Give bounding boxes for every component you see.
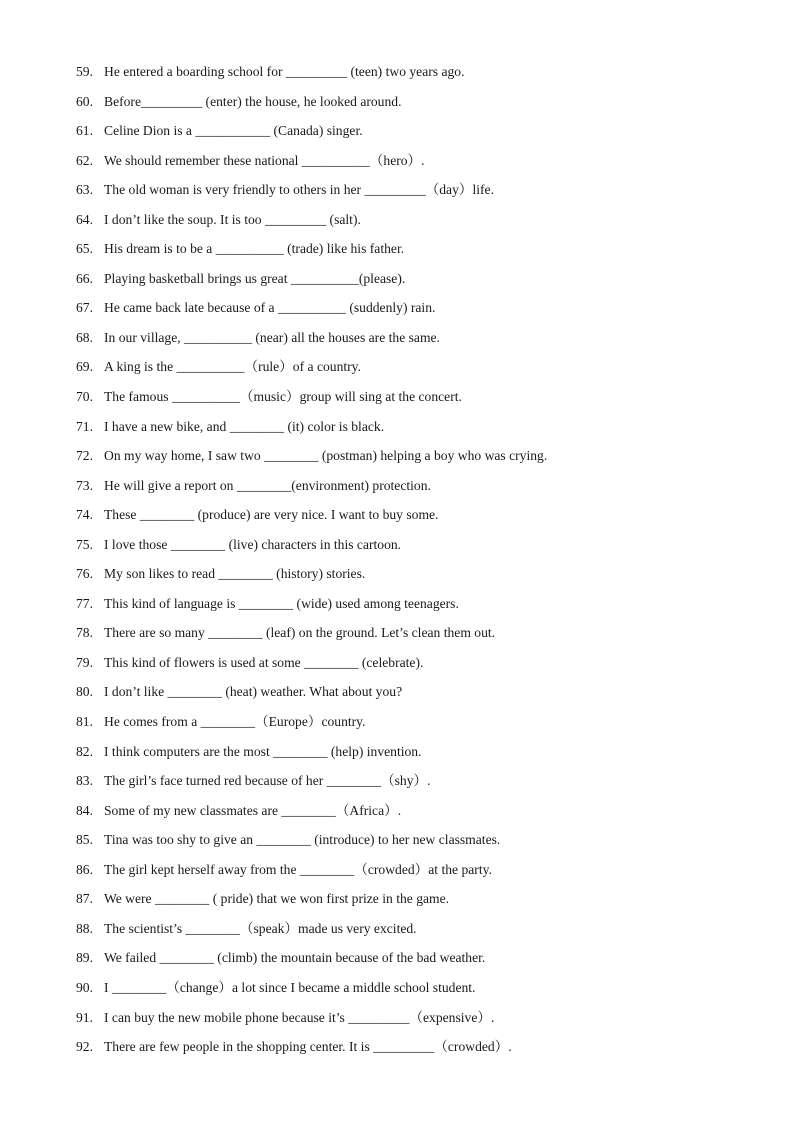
question-text: This kind of flowers is used at some ________ (celebrate). xyxy=(104,654,424,670)
question-item xyxy=(76,475,547,505)
question-number: 83. xyxy=(76,773,93,789)
question-number: 88. xyxy=(76,920,93,936)
question-number: 59. xyxy=(76,64,93,79)
question-number: 62. xyxy=(76,152,93,168)
question-text: There are so many ________ (leaf) on the ground. Let’s clean them out. xyxy=(104,625,496,641)
question-item xyxy=(76,859,547,889)
question-text: On my way home, I saw two ________ (postman) helping a boy who was crying. xyxy=(104,448,548,464)
question-item xyxy=(76,327,547,357)
question-text: We failed ________ (climb) the mountain because of the bad weather. xyxy=(104,950,486,966)
question-item xyxy=(76,386,547,416)
question-item xyxy=(76,977,547,1007)
question-text: Tina was too shy to give an ________ (introduce) to her new classmates. xyxy=(104,832,501,848)
question-item xyxy=(76,622,547,652)
question-item xyxy=(76,120,547,150)
question-text: I can buy the new mobile phone because it’s _________（expensive）. xyxy=(104,1009,495,1025)
question-item xyxy=(76,593,547,623)
question-text: The girl’s face turned red because of her ________（shy）. xyxy=(104,773,431,789)
question-text: He comes from a ________（Europe）country. xyxy=(104,714,366,730)
question-text: We should remember these national __________（hero）. xyxy=(104,152,425,168)
question-text: The girl kept herself away from the ________（crowded）at the party. xyxy=(104,861,492,877)
question-text: Some of my new classmates are ________（Africa）. xyxy=(104,802,402,818)
question-number: 70. xyxy=(76,389,93,405)
question-list xyxy=(76,61,547,1066)
question-text: The scientist’s ________（speak）made us very excited. xyxy=(104,920,417,936)
question-item xyxy=(76,238,547,268)
question-number: 69. xyxy=(76,359,93,375)
question-number: 77. xyxy=(76,595,93,611)
question-text: My son likes to read ________ (history) stories. xyxy=(104,566,366,582)
question-item xyxy=(76,297,547,327)
question-item xyxy=(76,947,547,977)
question-number: 66. xyxy=(76,270,93,286)
question-text: He entered a boarding school for _________ (teen) two years ago. xyxy=(104,64,465,79)
question-number: 74. xyxy=(76,507,93,523)
question-number: 90. xyxy=(76,979,93,995)
question-item xyxy=(76,268,547,298)
question-number: 85. xyxy=(76,832,93,848)
question-number: 89. xyxy=(76,950,93,966)
question-number: 60. xyxy=(76,93,93,109)
question-item xyxy=(76,711,547,741)
question-text: Celine Dion is a ___________ (Canada) singer. xyxy=(104,123,363,139)
question-item xyxy=(76,918,547,948)
question-item xyxy=(76,416,547,446)
question-text: The old woman is very friendly to others in her _________（day）life. xyxy=(104,182,494,198)
question-number: 63. xyxy=(76,182,93,198)
question-text: Before_________ (enter) the house, he looked around. xyxy=(104,93,402,109)
question-item xyxy=(76,800,547,830)
question-text: These ________ (produce) are very nice. I want to buy some. xyxy=(104,507,439,523)
question-text: I don’t like ________ (heat) weather. What about you? xyxy=(104,684,403,700)
question-item xyxy=(76,770,547,800)
question-text: In our village, __________ (near) all the houses are the same. xyxy=(104,329,440,345)
question-number: 80. xyxy=(76,684,93,700)
question-item xyxy=(76,356,547,386)
question-number: 75. xyxy=(76,536,93,552)
question-item xyxy=(76,534,547,564)
question-item xyxy=(76,681,547,711)
question-number: 64. xyxy=(76,211,93,227)
question-item xyxy=(76,1036,547,1066)
question-number: 61. xyxy=(76,123,93,139)
question-text: I think computers are the most ________ (help) invention. xyxy=(104,743,422,759)
question-number: 84. xyxy=(76,802,93,818)
question-text: This kind of language is ________ (wide) used among teenagers. xyxy=(104,595,459,611)
question-text: I have a new bike, and ________ (it) color is black. xyxy=(104,418,385,434)
question-text: His dream is to be a __________ (trade) like his father. xyxy=(104,241,405,257)
question-number: 65. xyxy=(76,241,93,257)
question-number: 82. xyxy=(76,743,93,759)
question-text: The famous __________（music）group will sing at the concert. xyxy=(104,389,462,405)
question-item xyxy=(76,91,547,121)
question-text: I don’t like the soup. It is too _________ (salt). xyxy=(104,211,361,227)
question-number: 71. xyxy=(76,418,93,434)
question-text: I ________（change）a lot since I became a middle school student. xyxy=(104,979,476,995)
question-item xyxy=(76,445,547,475)
question-item xyxy=(76,652,547,682)
question-number: 79. xyxy=(76,654,93,670)
question-number: 87. xyxy=(76,891,93,907)
question-text: There are few people in the shopping center. It is _________（crowded）. xyxy=(104,1039,512,1055)
question-text: Playing basketball brings us great __________(please). xyxy=(104,270,406,286)
question-number: 73. xyxy=(76,477,93,493)
question-number: 72. xyxy=(76,448,93,464)
question-item xyxy=(76,209,547,239)
question-item xyxy=(76,504,547,534)
question-number: 86. xyxy=(76,861,93,877)
question-text: I love those ________ (live) characters in this cartoon. xyxy=(104,536,402,552)
question-item xyxy=(76,179,547,209)
question-item xyxy=(76,829,547,859)
question-item xyxy=(76,1007,547,1037)
question-item xyxy=(76,888,547,918)
question-number: 92. xyxy=(76,1039,93,1055)
question-text: A king is the __________（rule）of a country. xyxy=(104,359,361,375)
question-text: We were ________ ( pride) that we won first prize in the game. xyxy=(104,891,450,907)
question-item xyxy=(76,61,547,91)
question-number: 76. xyxy=(76,566,93,582)
question-number: 68. xyxy=(76,329,93,345)
question-text: He came back late because of a __________ (suddenly) rain. xyxy=(104,300,436,316)
question-item xyxy=(76,150,547,180)
question-number: 91. xyxy=(76,1009,93,1025)
question-number: 78. xyxy=(76,625,93,641)
question-number: 81. xyxy=(76,714,93,730)
question-number: 67. xyxy=(76,300,93,316)
question-item xyxy=(76,741,547,771)
question-text: He will give a report on ________(environment) protection. xyxy=(104,477,431,493)
question-item xyxy=(76,563,547,593)
